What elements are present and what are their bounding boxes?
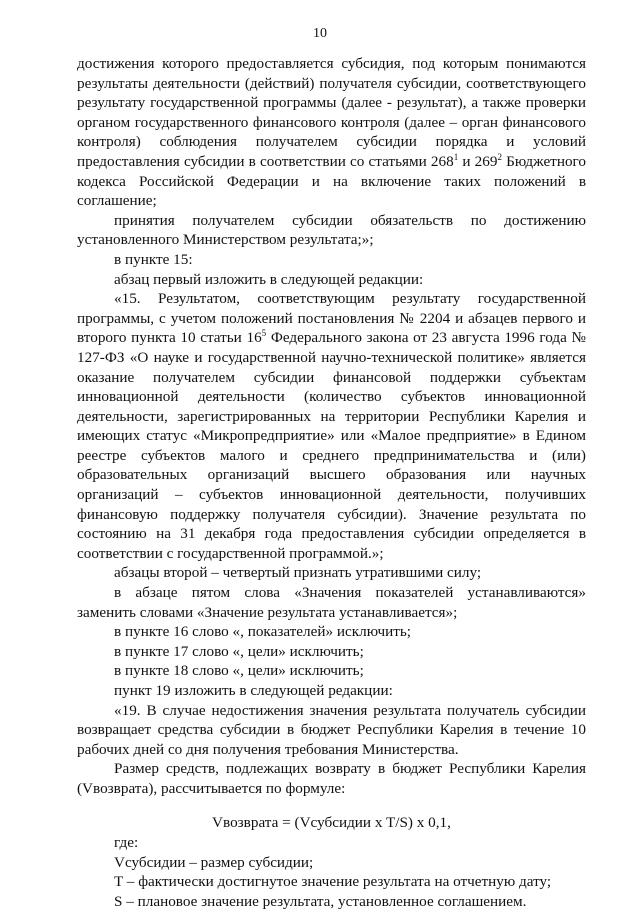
paragraph-text: Бюджетного кодекса Российской Федерации и на включение таких положений в соглашение; (77, 152, 586, 210)
document-body (77, 54, 586, 912)
paragraph-text: Федерального закона от 23 августа 1996 года № 127-ФЗ «О науке и государственной научно-технической политике» является оказание получателем субсидии финансовой поддержки субъектам инновационной деятельности (количество субъектов инновационной деятельности, зарегистрированных на территории Республики Карелия и имеющих статус «Микропредприятие» или «Малое предприятие» в Едином реестре субъектов малого и среднего предпринимательства и (или) образовательных организаций высшего образования или научных организаций – субъектов инновационной деятельности, получивших финансовую поддержку получателя субсидии). Значение результата по состоянию на 31 декабря года предоставления субсидии определяется в соответствии с государственной программой.»; (77, 329, 586, 562)
paragraph-fifth-abzac: в абзаце пятом слова «Значения показателей устанавливаются» заменить словами «Значение результата устанавливается»; (77, 584, 586, 621)
refund-formula: Vвозврата = (Vсубсидии x T/S) x 0,1, (212, 813, 451, 831)
paragraph-text: «15. Результатом, соответствующим результату государственной программы, с учетом положений постановления № 2204 и абзацев первого и второго пункта 10 статьи 16 (77, 290, 586, 347)
paragraph-refund-amount: Размер средств, подлежащих возврату в бюджет Республики Карелия (Vвозврата), рассчитывается по формуле: (77, 760, 586, 797)
definition-s: S – плановое значение результата, установленное соглашением. (114, 892, 527, 910)
paragraph-item-17: в пункте 17 слово «, цели» исключить; (114, 642, 364, 660)
superscript: 1 (453, 151, 459, 162)
paragraph-where: где: (114, 834, 139, 852)
paragraph-item-18: в пункте 18 слово «, цели» исключить; (114, 662, 364, 680)
definition-v-subsidy: Vсубсидии – размер субсидии; (114, 853, 314, 871)
paragraph-item-15: в пункте 15: (114, 250, 193, 268)
paragraph-obligations: принятия получателем субсидии обязательств по достижению установленного Министерством результата;»; (77, 211, 586, 249)
paragraph-item-19-text: «19. В случае недостижения значения результата получатель субсидии возвращает средства субсидии в бюджет Республики Карелия в течение 10 рабочих дней со дня получения требования Министерства. (77, 701, 586, 758)
paragraph-new-wording: абзац первый изложить в следующей редакции: (114, 270, 424, 288)
paragraph-text: достижения которого предоставляется субсидия, под которым понимаются результаты деятельности (действий) получателя субсидии, соответствующего результату государственной программы (далее - результат), а также проверки органом государственного финансового контроля (далее – орган финансового контроля) соблюдения получателем субсидии порядка и условий предоставления субсидии в соответствии со статьями 268 (77, 55, 586, 170)
paragraph-item-16: в пункте 16 слово «, показателей» исключить; (114, 623, 412, 641)
page-number: 10 (313, 26, 327, 41)
definition-t: T – фактически достигнутое значение результата на отчетную дату; (114, 873, 552, 891)
superscript: 5 (261, 328, 267, 339)
paragraph-text: и 269 (458, 152, 498, 170)
paragraph-item-19: пункт 19 изложить в следующей редакции: (114, 682, 393, 699)
paragraph-abolished: абзацы второй – четвертый признать утратившими силу; (114, 564, 482, 582)
paragraph-item-15-text (77, 289, 586, 563)
superscript: 2 (497, 151, 502, 162)
paragraph-subsidy-result-definition (77, 54, 586, 211)
